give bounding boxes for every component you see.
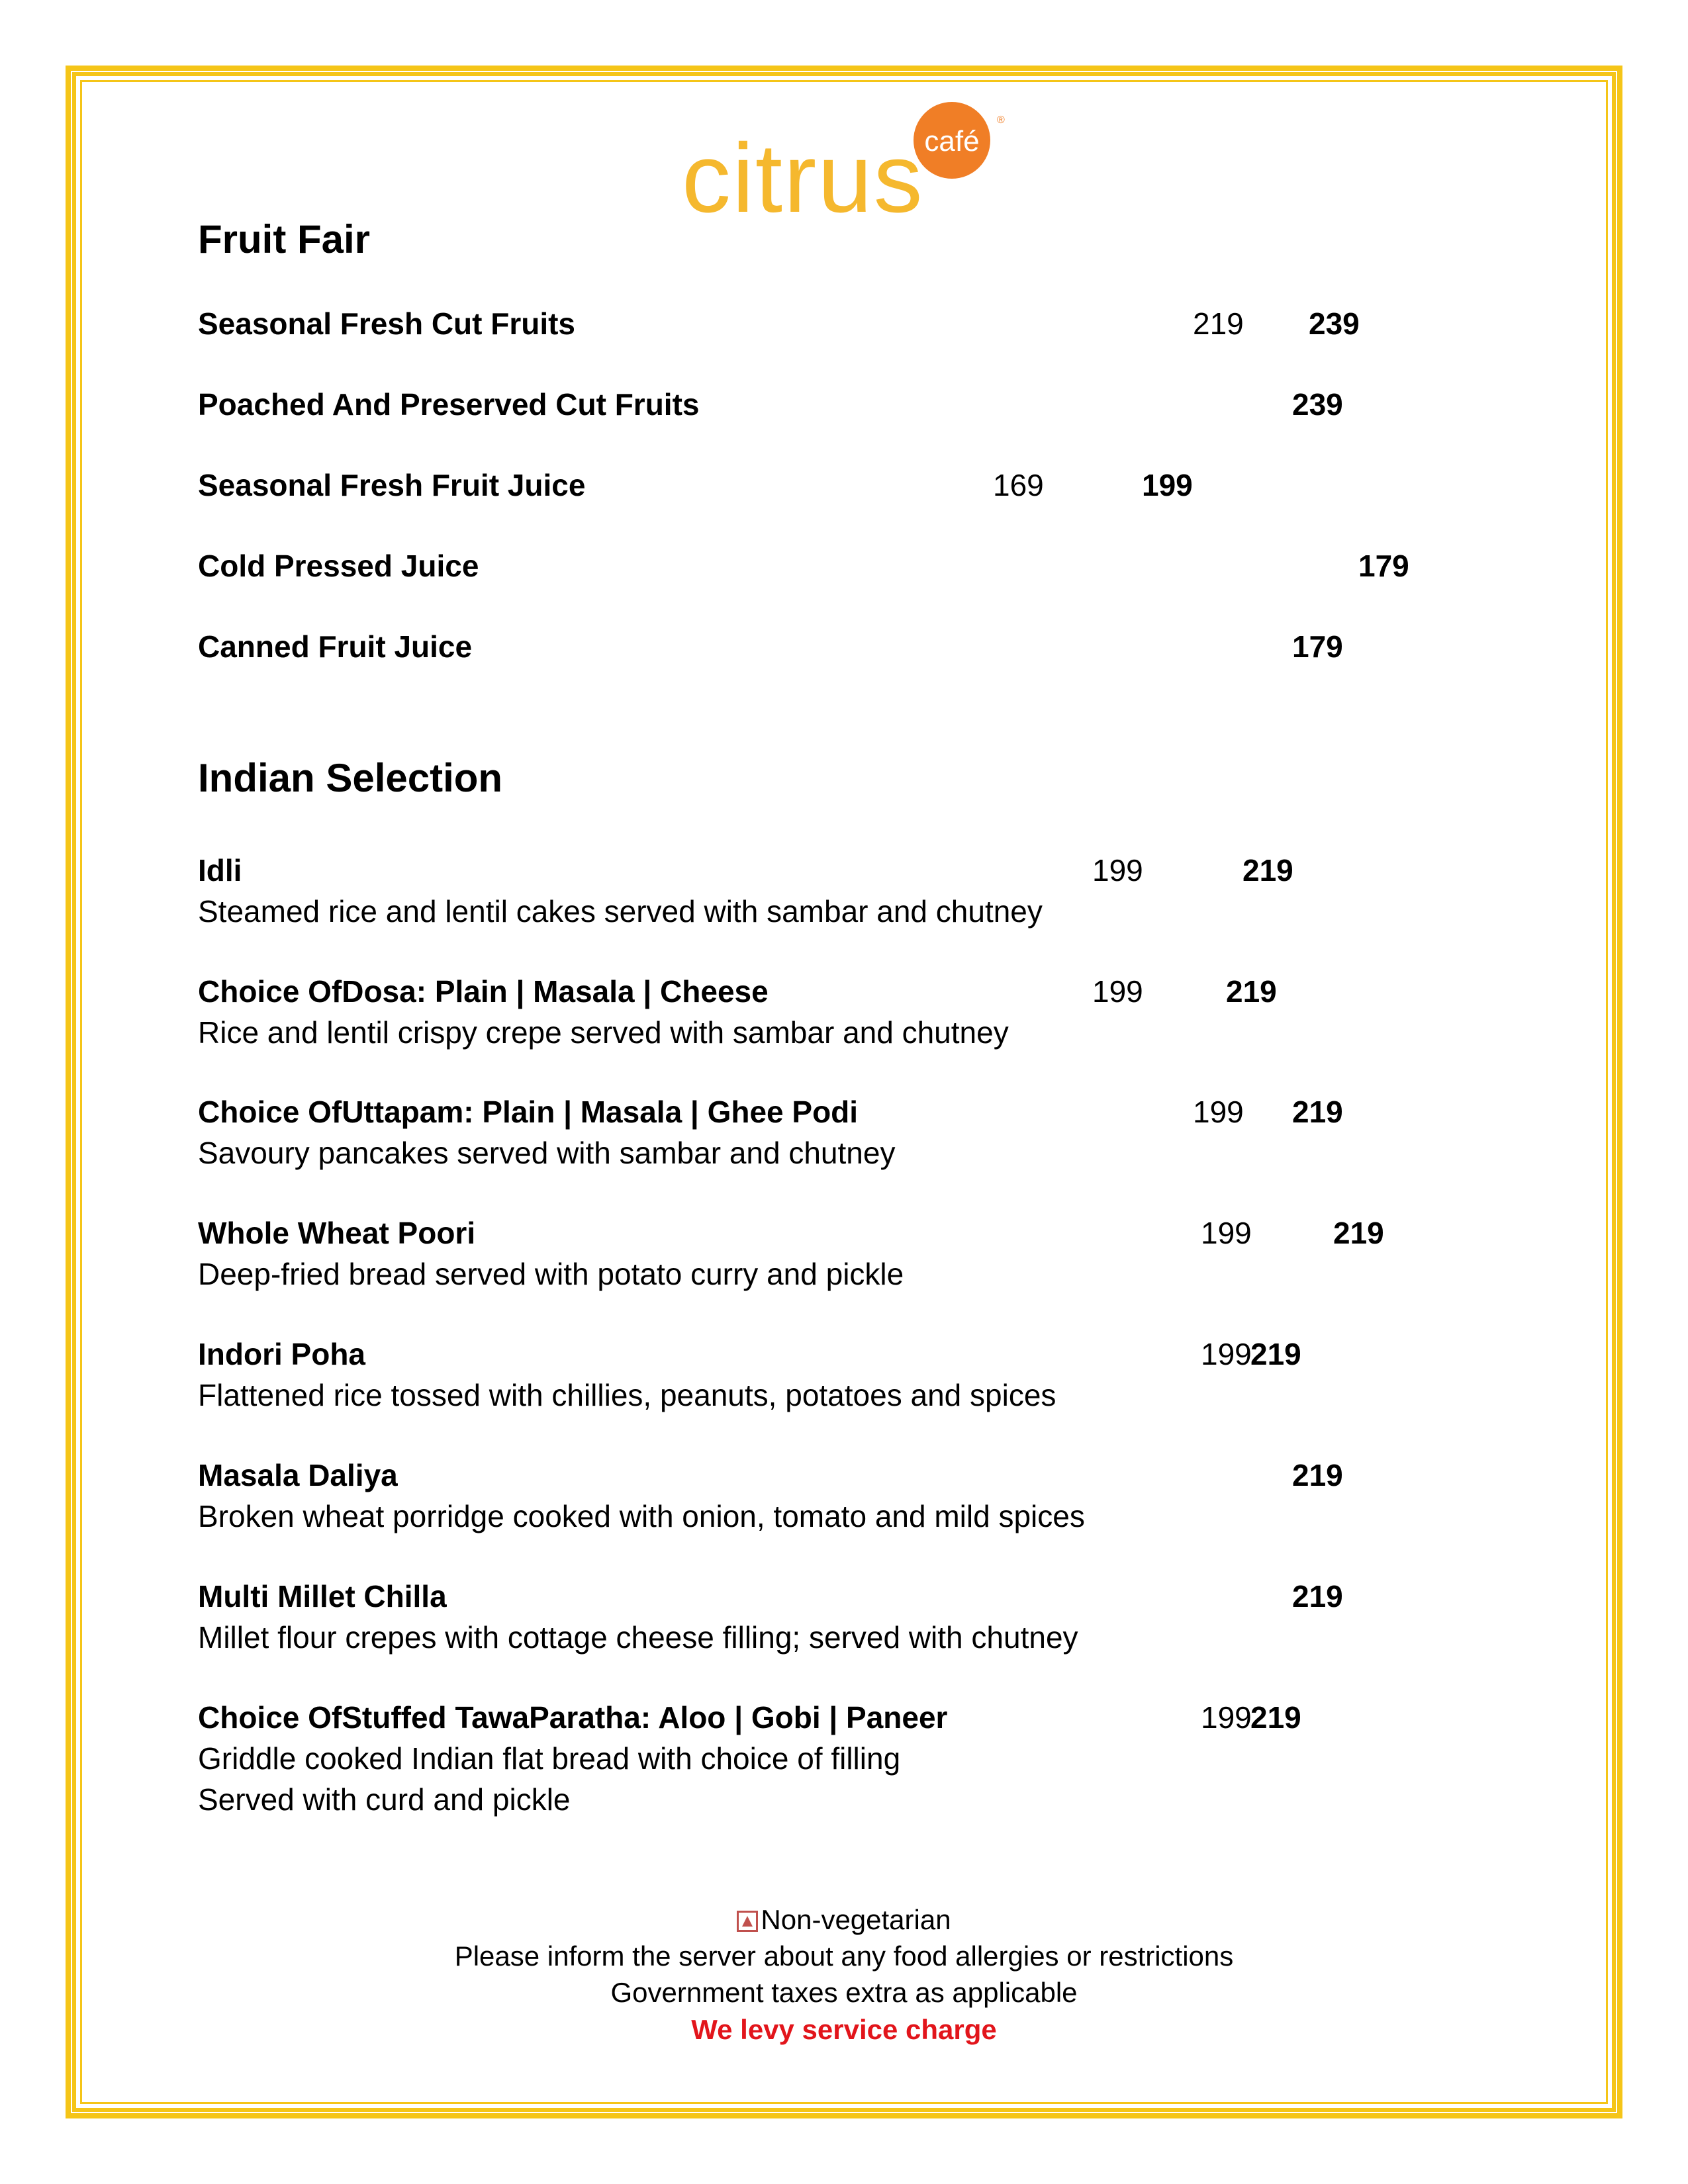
menu-item-name: Idli — [198, 853, 242, 887]
footer-allergy-note: Please inform the server about any food allergies or restrictions — [454, 1940, 1234, 1972]
price-bold: 239 — [1309, 306, 1360, 341]
menu-item-description: Rice and lentil crispy crepe served with sambar and chutney — [198, 1015, 1009, 1050]
price-bold: 219 — [1292, 1579, 1343, 1614]
menu-item-name: Poached And Preserved Cut Fruits — [198, 387, 700, 422]
price-regular: 199 — [1201, 1337, 1252, 1371]
price-regular: 199 — [1193, 1095, 1244, 1129]
citrus-cafe-logo — [682, 99, 1013, 225]
price-regular: 199 — [1092, 853, 1143, 887]
menu-item-description: Millet flour crepes with cottage cheese filling; served with chutney — [198, 1620, 1078, 1655]
logo-badge-text: café — [924, 125, 980, 158]
price-bold: 219 — [1226, 974, 1277, 1009]
price-bold: 239 — [1292, 387, 1343, 422]
service-charge-text: We levy service charge — [691, 2014, 997, 2045]
menu-item-name: Seasonal Fresh Fruit Juice — [198, 468, 586, 502]
menu-item-name: Canned Fruit Juice — [198, 629, 473, 664]
price-bold: 219 — [1292, 1458, 1343, 1492]
menu-item-name: Indori Poha — [198, 1337, 365, 1371]
price-bold: 179 — [1358, 549, 1409, 583]
section-title-fruit-fair: Fruit Fair — [198, 217, 371, 261]
price-bold: 179 — [1292, 629, 1343, 664]
price-regular: 169 — [993, 468, 1044, 502]
menu-item-name: Whole Wheat Poori — [198, 1216, 476, 1250]
price-bold: 219 — [1250, 1337, 1301, 1371]
price-bold: 199 — [1142, 468, 1193, 502]
price-regular: 199 — [1201, 1700, 1252, 1735]
menu-item-description: Deep-fried bread served with potato curry and pickle — [198, 1257, 904, 1291]
menu-item-description: Griddle cooked Indian flat bread with choice of filling — [198, 1741, 901, 1776]
menu-item-description: Broken wheat porridge cooked with onion, tomato and mild spices — [198, 1499, 1085, 1533]
menu-item-name: Choice OfUttapam: Plain | Masala | Ghee Podi — [198, 1095, 859, 1129]
footer-legend — [0, 1903, 1688, 1936]
price-regular: 199 — [1092, 974, 1143, 1009]
menu-item-name: Masala Daliya — [198, 1458, 398, 1492]
menu-item-name: Choice OfDosa: Plain | Masala | Cheese — [198, 974, 769, 1009]
footer-tax-note: Government taxes extra as applicable — [610, 1977, 1078, 2008]
price-bold: 219 — [1292, 1095, 1343, 1129]
menu-item-name: Choice OfStuffed TawaParatha: Aloo | Gobi | Paneer — [198, 1700, 948, 1735]
section-title-indian-selection: Indian Selection — [198, 756, 503, 800]
menu-item-name: Multi Millet Chilla — [198, 1579, 447, 1614]
menu-item-description: Savoury pancakes served with sambar and chutney — [198, 1136, 896, 1170]
menu-item-description: Flattened rice tossed with chillies, peanuts, potatoes and spices — [198, 1378, 1056, 1412]
price-bold: 219 — [1250, 1700, 1301, 1735]
logo-main-text: citrus — [682, 124, 924, 225]
legend-text: Non-vegetarian — [761, 1904, 951, 1935]
menu-item-name: Cold Pressed Juice — [198, 549, 479, 583]
price-regular: 219 — [1193, 306, 1244, 341]
price-bold: 219 — [1333, 1216, 1384, 1250]
menu-item-description: Steamed rice and lentil cakes served with sambar and chutney — [198, 894, 1043, 929]
price-regular: 199 — [1201, 1216, 1252, 1250]
price-bold: 219 — [1243, 853, 1293, 887]
logo-registered-mark: ® — [997, 114, 1005, 126]
non-veg-symbol-icon — [737, 1911, 758, 1932]
menu-item-name: Seasonal Fresh Cut Fruits — [198, 306, 576, 341]
menu-item-description: Served with curd and pickle — [198, 1782, 571, 1817]
footer-service-charge — [0, 2013, 1688, 2046]
